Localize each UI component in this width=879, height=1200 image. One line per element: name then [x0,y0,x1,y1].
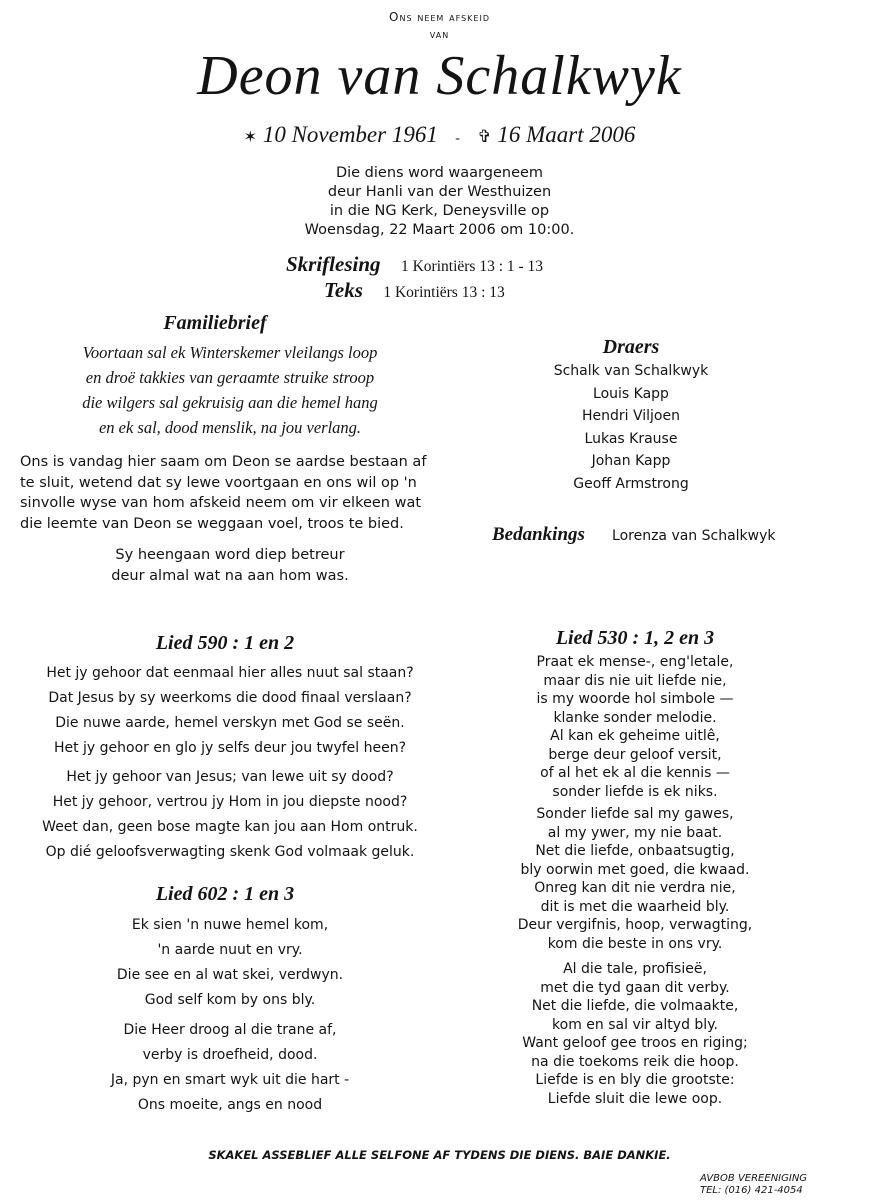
hymn-line: klanke sonder melodie. [553,709,717,726]
hymn-line: kom en sal vir altyd bly. [552,1016,718,1033]
lied602-title: Lied 602 : 1 en 3 [155,883,295,905]
hymn-line: Net die liefde, die volmaakte, [531,998,739,1014]
hymn-line: Al die tale, profisieë, [563,961,707,977]
hymn-line: berge deur geloof versit, [548,746,722,763]
bedankings-name: Lorenza van Schalkwyk [612,528,776,544]
funeral-home-info [700,1173,807,1197]
bearer-name: Louis Kapp [593,385,669,402]
poem-line: en droë takkies van geraamte struike stroop [85,368,375,387]
hymn-line: verby is droefheid, dood. [142,1047,318,1063]
skriflesing-label: Skriflesing [286,252,381,276]
bearer-name: Lukas Krause [584,430,678,447]
hymn-line: Liefde is en bly die grootste: [535,1072,735,1088]
hymn-line: God self kom by ons bly. [144,992,316,1008]
bearer-name: Hendri Viljoen [582,408,680,424]
hymn-line: Liefde sluit die lewe oop. [547,1090,723,1107]
familiebrief-paragraph [20,452,460,534]
poem-line: en ek sal, dood menslik, na jou verlang. [98,418,362,437]
lied590-verse2 [15,765,445,865]
hymn-line: Die Heer droog al die trane af, [123,1022,337,1038]
bedankings-row [492,524,872,546]
hymn-line: dit is met die waarheid bly. [540,898,730,915]
hymn-line: kom die beste in ons vry. [547,935,723,952]
hymn-line: 'n aarde nuut en vry. [157,942,303,958]
service-line: Woensdag, 22 Maart 2006 om 10:00. [304,222,575,238]
bearer-name: Geoff Armstrong [573,475,689,492]
hymn-line: met die tyd gaan dit verby. [540,979,730,996]
lied590-verse1 [15,661,445,761]
hymn-line: Weet dan, geen bose magte kan jou aan Hom ontruk. [42,819,418,835]
paragraph-line: sinvolle wyse van hom afskeid neem om vir elkeen wat [20,495,422,511]
poem-line: Voortaan sal ek Winterskemer vleilangs loop [82,343,378,362]
familiebrief-title: Familiebrief [163,312,267,334]
funeral-home-phone: TEL: (016) 421-4054 [700,1185,803,1196]
lied530-verse2 [500,805,770,953]
lied530-verse3 [500,960,770,1108]
hymn-line: na die toekoms reik die hoop. [531,1053,739,1070]
hymn-line: of al het ek al die kennis — [540,765,730,781]
hymn-line: al my ywer, my nie baat. [547,824,723,841]
life-dates [0,122,879,148]
lied530-title: Lied 530 : 1, 2 en 3 [555,627,715,649]
familiebrief-poem [20,340,440,440]
hymn-line: Ja, pyn en smart wyk uit die hart - [110,1072,350,1088]
cross-icon: ✞ [477,127,492,146]
draers-title: Draers [602,336,660,358]
hymn-line: Sonder liefde sal my gawes, [536,806,734,822]
phone-notice: SKAKEL ASSEBLIEF ALLE SELFONE AF TYDENS DIE DIENS. BAIE DANKIE. [208,1148,671,1162]
header-van: van [429,28,450,41]
hymn-line: Het jy gehoor dat eenmaal hier alles nuut sal staan? [46,665,414,681]
hymn-line: Onreg kan dit nie verdra nie, [534,880,736,896]
hymn-line: Ons moeite, angs en nood [137,1097,323,1113]
birth-date: 10 November 1961 [262,122,438,147]
hymn-line: Deur vergifnis, hoop, verwagting, [517,917,753,933]
hymn-line: Die nuwe aarde, hemel verskyn met God se seën. [55,715,405,731]
hymn-line: Al kan ek geheime uitlê, [550,728,720,744]
service-line: in die NG Kerk, Deneysville op [329,203,550,219]
hymn-line: Die see en al wat skei, verdwyn. [116,967,344,983]
closing-line: deur almal wat na aan hom was. [111,567,349,584]
service-details [0,164,879,240]
hymn-line: is my woorde hol simbole — [536,691,734,707]
funeral-home-name: AVBOB VEREENIGING [700,1173,808,1184]
hymn-line: Dat Jesus by sy weerkoms die dood finaal verslaan? [48,690,412,706]
star-icon: ✶ [243,129,258,146]
paragraph-line: die leemte van Deon se weggaan voel, troos te bied. [20,515,404,532]
hymn-line: Het jy gehoor, vertrou jy Hom in jou diepste nood? [52,794,408,810]
hymn-line: Het jy gehoor en glo jy selfs deur jou twyfel heen? [53,740,407,756]
teks-ref: 1 Korintiërs 13 : 13 [383,284,505,301]
hymn-line: sonder liefde is ek niks. [552,783,718,800]
poem-line: die wilgers sal gekruisig aan die hemel hang [82,393,378,412]
death-date: 16 Maart 2006 [497,122,636,147]
bearer-name: Johan Kapp [591,453,671,469]
date-separator: - [455,131,460,146]
paragraph-line: Ons is vandag hier saam om Deon se aardse bestaan af [20,454,427,470]
service-line: Die diens word waargeneem [335,165,544,181]
hymn-line: Praat ek mense-, eng'letale, [536,654,734,670]
hymn-line: Ek sien 'n nuwe hemel kom, [131,917,329,933]
lied590-title: Lied 590 : 1 en 2 [155,632,295,654]
paragraph-line: te sluit, wetend dat sy lewe voortgaan en ons wil op 'n [20,474,417,491]
hymn-line: Het jy gehoor van Jesus; van lewe uit sy dood? [66,769,394,785]
familiebrief-closing [20,545,440,586]
skriflesing-ref: 1 Korintiërs 13 : 1 - 13 [400,258,544,275]
service-line: deur Hanli van der Westhuizen [327,184,552,200]
header-intro: Ons neem afskeid [389,10,490,24]
hymn-line: bly oorwin met goed, die kwaad. [520,861,750,878]
lied602-verse2 [40,1018,420,1118]
draers-list [520,360,742,495]
bearer-name: Schalk van Schalkwyk [553,363,709,379]
hymn-line: Want geloof gee troos en riging; [522,1035,748,1051]
hymn-line: Op dié geloofsverwagting skenk God volmaak geluk. [45,844,415,860]
teks-label: Teks [324,278,363,302]
hymn-line: maar dis nie uit liefde nie, [543,672,727,689]
deceased-name: Deon van Schalkwyk [197,45,682,107]
lied530-verse1 [500,653,770,801]
lied602-verse1 [40,913,420,1013]
closing-line: Sy heengaan word diep betreur [115,547,345,563]
hymn-line: Net die liefde, onbaatsugtig, [535,843,735,859]
bedankings-label: Bedankings [492,524,585,545]
